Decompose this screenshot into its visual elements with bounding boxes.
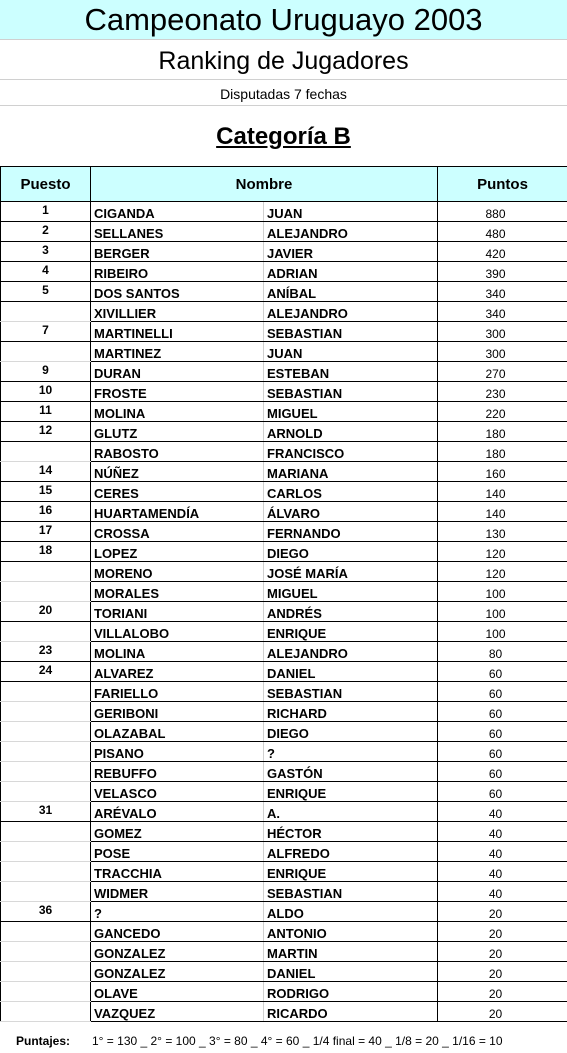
points-cell: 60 xyxy=(438,722,567,742)
firstname-cell: ADRIAN xyxy=(264,262,438,282)
surname-cell: CERES xyxy=(91,482,264,502)
points-cell: 60 xyxy=(438,782,567,802)
position-cell: 14 xyxy=(1,462,91,482)
points-cell: 270 xyxy=(438,362,567,382)
table-row xyxy=(1,542,567,562)
points-cell: 120 xyxy=(438,542,567,562)
table-header-row xyxy=(1,167,567,202)
table-row xyxy=(1,342,567,362)
firstname-cell: DANIEL xyxy=(264,962,438,982)
column-header-name: Nombre xyxy=(91,167,438,202)
points-cell: 60 xyxy=(438,762,567,782)
surname-cell: DURAN xyxy=(91,362,264,382)
surname-cell: FROSTE xyxy=(91,382,264,402)
position-cell xyxy=(1,842,91,862)
firstname-cell: JAVIER xyxy=(264,242,438,262)
points-cell: 20 xyxy=(438,902,567,922)
points-cell: 390 xyxy=(438,262,567,282)
column-header-points: Puntos xyxy=(438,167,567,202)
surname-cell: VAZQUEZ xyxy=(91,1002,264,1022)
position-cell: 3 xyxy=(1,242,91,262)
points-cell: 60 xyxy=(438,662,567,682)
surname-cell: DOS SANTOS xyxy=(91,282,264,302)
firstname-cell: FERNANDO xyxy=(264,522,438,542)
firstname-cell: ARNOLD xyxy=(264,422,438,442)
position-cell: 15 xyxy=(1,482,91,502)
position-cell xyxy=(1,782,91,802)
table-row xyxy=(1,562,567,582)
surname-cell: MARTINELLI xyxy=(91,322,264,342)
points-cell: 40 xyxy=(438,882,567,902)
scoring-text: 1° = 130 _ 2° = 100 _ 3° = 80 _ 4° = 60 _ 1/4 final = 40 _ 1/8 = 20 _ 1/16 = 10 xyxy=(92,1034,503,1048)
surname-cell: GERIBONI xyxy=(91,702,264,722)
firstname-cell: ALEJANDRO xyxy=(264,302,438,322)
position-cell xyxy=(1,622,91,642)
position-cell xyxy=(1,582,91,602)
table-row xyxy=(1,422,567,442)
surname-cell: REBUFFO xyxy=(91,762,264,782)
position-cell xyxy=(1,762,91,782)
table-row xyxy=(1,222,567,242)
surname-cell: GANCEDO xyxy=(91,922,264,942)
position-cell xyxy=(1,942,91,962)
table-row xyxy=(1,882,567,902)
position-cell: 31 xyxy=(1,802,91,822)
surname-cell: WIDMER xyxy=(91,882,264,902)
firstname-cell: GASTÓN xyxy=(264,762,438,782)
points-cell: 20 xyxy=(438,922,567,942)
surname-cell: HUARTAMENDÍA xyxy=(91,502,264,522)
points-cell: 40 xyxy=(438,802,567,822)
table-row xyxy=(1,602,567,622)
points-cell: 20 xyxy=(438,982,567,1002)
points-cell: 160 xyxy=(438,462,567,482)
table-row xyxy=(1,1002,567,1022)
surname-cell: CROSSA xyxy=(91,522,264,542)
points-cell: 60 xyxy=(438,682,567,702)
points-cell: 20 xyxy=(438,962,567,982)
firstname-cell: ALEJANDRO xyxy=(264,642,438,662)
surname-cell: GOMEZ xyxy=(91,822,264,842)
points-cell: 880 xyxy=(438,202,567,222)
firstname-cell: JOSÉ MARÍA xyxy=(264,562,438,582)
surname-cell: RABOSTO xyxy=(91,442,264,462)
table-row xyxy=(1,942,567,962)
points-cell: 300 xyxy=(438,342,567,362)
firstname-cell: SEBASTIAN xyxy=(264,682,438,702)
surname-cell: SELLANES xyxy=(91,222,264,242)
points-cell: 130 xyxy=(438,522,567,542)
firstname-cell: SEBASTIAN xyxy=(264,882,438,902)
position-cell xyxy=(1,702,91,722)
points-cell: 20 xyxy=(438,942,567,962)
surname-cell: POSE xyxy=(91,842,264,862)
firstname-cell: ? xyxy=(264,742,438,762)
position-cell xyxy=(1,1002,91,1022)
position-cell: 12 xyxy=(1,422,91,442)
table-row xyxy=(1,282,567,302)
surname-cell: MORALES xyxy=(91,582,264,602)
firstname-cell: A. xyxy=(264,802,438,822)
position-cell xyxy=(1,722,91,742)
surname-cell: PISANO xyxy=(91,742,264,762)
surname-cell: BERGER xyxy=(91,242,264,262)
table-row xyxy=(1,622,567,642)
points-cell: 40 xyxy=(438,842,567,862)
surname-cell: ARÉVALO xyxy=(91,802,264,822)
points-cell: 140 xyxy=(438,502,567,522)
category-heading: Categoría B xyxy=(216,123,351,150)
points-cell: 120 xyxy=(438,562,567,582)
table-row xyxy=(1,502,567,522)
table-row xyxy=(1,262,567,282)
points-cell: 40 xyxy=(438,862,567,882)
table-row xyxy=(1,962,567,982)
table-row xyxy=(1,842,567,862)
points-cell: 60 xyxy=(438,742,567,762)
position-cell: 23 xyxy=(1,642,91,662)
position-cell: 20 xyxy=(1,602,91,622)
position-cell: 10 xyxy=(1,382,91,402)
points-cell: 340 xyxy=(438,302,567,322)
surname-cell: LOPEZ xyxy=(91,542,264,562)
position-cell: 7 xyxy=(1,322,91,342)
position-cell: 1 xyxy=(1,202,91,222)
firstname-cell: JUAN xyxy=(264,342,438,362)
table-row xyxy=(1,322,567,342)
column-header-position: Puesto xyxy=(1,167,91,202)
position-cell: 18 xyxy=(1,542,91,562)
surname-cell: MORENO xyxy=(91,562,264,582)
played-dates-note: Disputadas 7 fechas xyxy=(0,81,567,106)
table-row xyxy=(1,362,567,382)
position-cell xyxy=(1,922,91,942)
points-cell: 340 xyxy=(438,282,567,302)
points-cell: 80 xyxy=(438,642,567,662)
surname-cell: MARTINEZ xyxy=(91,342,264,362)
position-cell xyxy=(1,442,91,462)
firstname-cell: MIGUEL xyxy=(264,582,438,602)
surname-cell: OLAVE xyxy=(91,982,264,1002)
surname-cell: GONZALEZ xyxy=(91,942,264,962)
table-row xyxy=(1,702,567,722)
position-cell: 24 xyxy=(1,662,91,682)
firstname-cell: CARLOS xyxy=(264,482,438,502)
points-cell: 180 xyxy=(438,442,567,462)
position-cell: 17 xyxy=(1,522,91,542)
firstname-cell: DIEGO xyxy=(264,722,438,742)
position-cell: 11 xyxy=(1,402,91,422)
table-row xyxy=(1,762,567,782)
firstname-cell: ENRIQUE xyxy=(264,862,438,882)
position-cell: 16 xyxy=(1,502,91,522)
surname-cell: XIVILLIER xyxy=(91,302,264,322)
firstname-cell: SEBASTIAN xyxy=(264,322,438,342)
points-cell: 100 xyxy=(438,582,567,602)
surname-cell: CIGANDA xyxy=(91,202,264,222)
table-row xyxy=(1,782,567,802)
position-cell: 5 xyxy=(1,282,91,302)
scoring-footer xyxy=(0,1029,567,1053)
surname-cell: OLAZABAL xyxy=(91,722,264,742)
sheet-title: Campeonato Uruguayo 2003 xyxy=(0,0,567,40)
position-cell: 36 xyxy=(1,902,91,922)
table-row xyxy=(1,402,567,422)
position-cell xyxy=(1,302,91,322)
surname-cell: GLUTZ xyxy=(91,422,264,442)
firstname-cell: SEBASTIAN xyxy=(264,382,438,402)
table-row xyxy=(1,742,567,762)
table-row xyxy=(1,482,567,502)
surname-cell: MOLINA xyxy=(91,642,264,662)
firstname-cell: ALEJANDRO xyxy=(264,222,438,242)
position-cell xyxy=(1,962,91,982)
points-cell: 140 xyxy=(438,482,567,502)
firstname-cell: RODRIGO xyxy=(264,982,438,1002)
points-cell: 480 xyxy=(438,222,567,242)
firstname-cell: ALDO xyxy=(264,902,438,922)
surname-cell: MOLINA xyxy=(91,402,264,422)
firstname-cell: ÁLVARO xyxy=(264,502,438,522)
position-cell xyxy=(1,682,91,702)
position-cell: 2 xyxy=(1,222,91,242)
position-cell xyxy=(1,342,91,362)
surname-cell: VILLALOBO xyxy=(91,622,264,642)
position-cell xyxy=(1,562,91,582)
position-cell xyxy=(1,982,91,1002)
table-row xyxy=(1,582,567,602)
table-row xyxy=(1,662,567,682)
table-row xyxy=(1,982,567,1002)
firstname-cell: ANÍBAL xyxy=(264,282,438,302)
table-row xyxy=(1,302,567,322)
surname-cell: GONZALEZ xyxy=(91,962,264,982)
table-row xyxy=(1,522,567,542)
firstname-cell: MARTIN xyxy=(264,942,438,962)
table-row xyxy=(1,462,567,482)
table-row xyxy=(1,382,567,402)
firstname-cell: ENRIQUE xyxy=(264,782,438,802)
firstname-cell: MIGUEL xyxy=(264,402,438,422)
table-row xyxy=(1,202,567,222)
surname-cell: TORIANI xyxy=(91,602,264,622)
position-cell xyxy=(1,822,91,842)
position-cell: 4 xyxy=(1,262,91,282)
ranking-table xyxy=(0,166,567,1022)
firstname-cell: ALFREDO xyxy=(264,842,438,862)
surname-cell: NÚÑEZ xyxy=(91,462,264,482)
firstname-cell: RICHARD xyxy=(264,702,438,722)
surname-cell: RIBEIRO xyxy=(91,262,264,282)
surname-cell: ? xyxy=(91,902,264,922)
points-cell: 180 xyxy=(438,422,567,442)
surname-cell: VELASCO xyxy=(91,782,264,802)
scoring-label: Puntajes: xyxy=(16,1034,71,1048)
table-row xyxy=(1,642,567,662)
surname-cell: ALVAREZ xyxy=(91,662,264,682)
position-cell xyxy=(1,882,91,902)
surname-cell: TRACCHIA xyxy=(91,862,264,882)
points-cell: 420 xyxy=(438,242,567,262)
firstname-cell: ANDRÉS xyxy=(264,602,438,622)
firstname-cell: DANIEL xyxy=(264,662,438,682)
table-row xyxy=(1,902,567,922)
firstname-cell: DIEGO xyxy=(264,542,438,562)
position-cell xyxy=(1,742,91,762)
position-cell: 9 xyxy=(1,362,91,382)
firstname-cell: ESTEBAN xyxy=(264,362,438,382)
points-cell: 100 xyxy=(438,622,567,642)
points-cell: 100 xyxy=(438,602,567,622)
table-row xyxy=(1,862,567,882)
points-cell: 20 xyxy=(438,1002,567,1022)
firstname-cell: JUAN xyxy=(264,202,438,222)
table-row xyxy=(1,922,567,942)
firstname-cell: FRANCISCO xyxy=(264,442,438,462)
points-cell: 300 xyxy=(438,322,567,342)
table-row xyxy=(1,442,567,462)
table-row xyxy=(1,722,567,742)
table-row xyxy=(1,242,567,262)
firstname-cell: HÉCTOR xyxy=(264,822,438,842)
points-cell: 230 xyxy=(438,382,567,402)
firstname-cell: MARIANA xyxy=(264,462,438,482)
table-row xyxy=(1,802,567,822)
surname-cell: FARIELLO xyxy=(91,682,264,702)
firstname-cell: ANTONIO xyxy=(264,922,438,942)
position-cell xyxy=(1,862,91,882)
firstname-cell: RICARDO xyxy=(264,1002,438,1022)
points-cell: 40 xyxy=(438,822,567,842)
table-row xyxy=(1,822,567,842)
table-row xyxy=(1,682,567,702)
points-cell: 60 xyxy=(438,702,567,722)
points-cell: 220 xyxy=(438,402,567,422)
firstname-cell: ENRIQUE xyxy=(264,622,438,642)
sheet-subtitle: Ranking de Jugadores xyxy=(0,41,567,80)
